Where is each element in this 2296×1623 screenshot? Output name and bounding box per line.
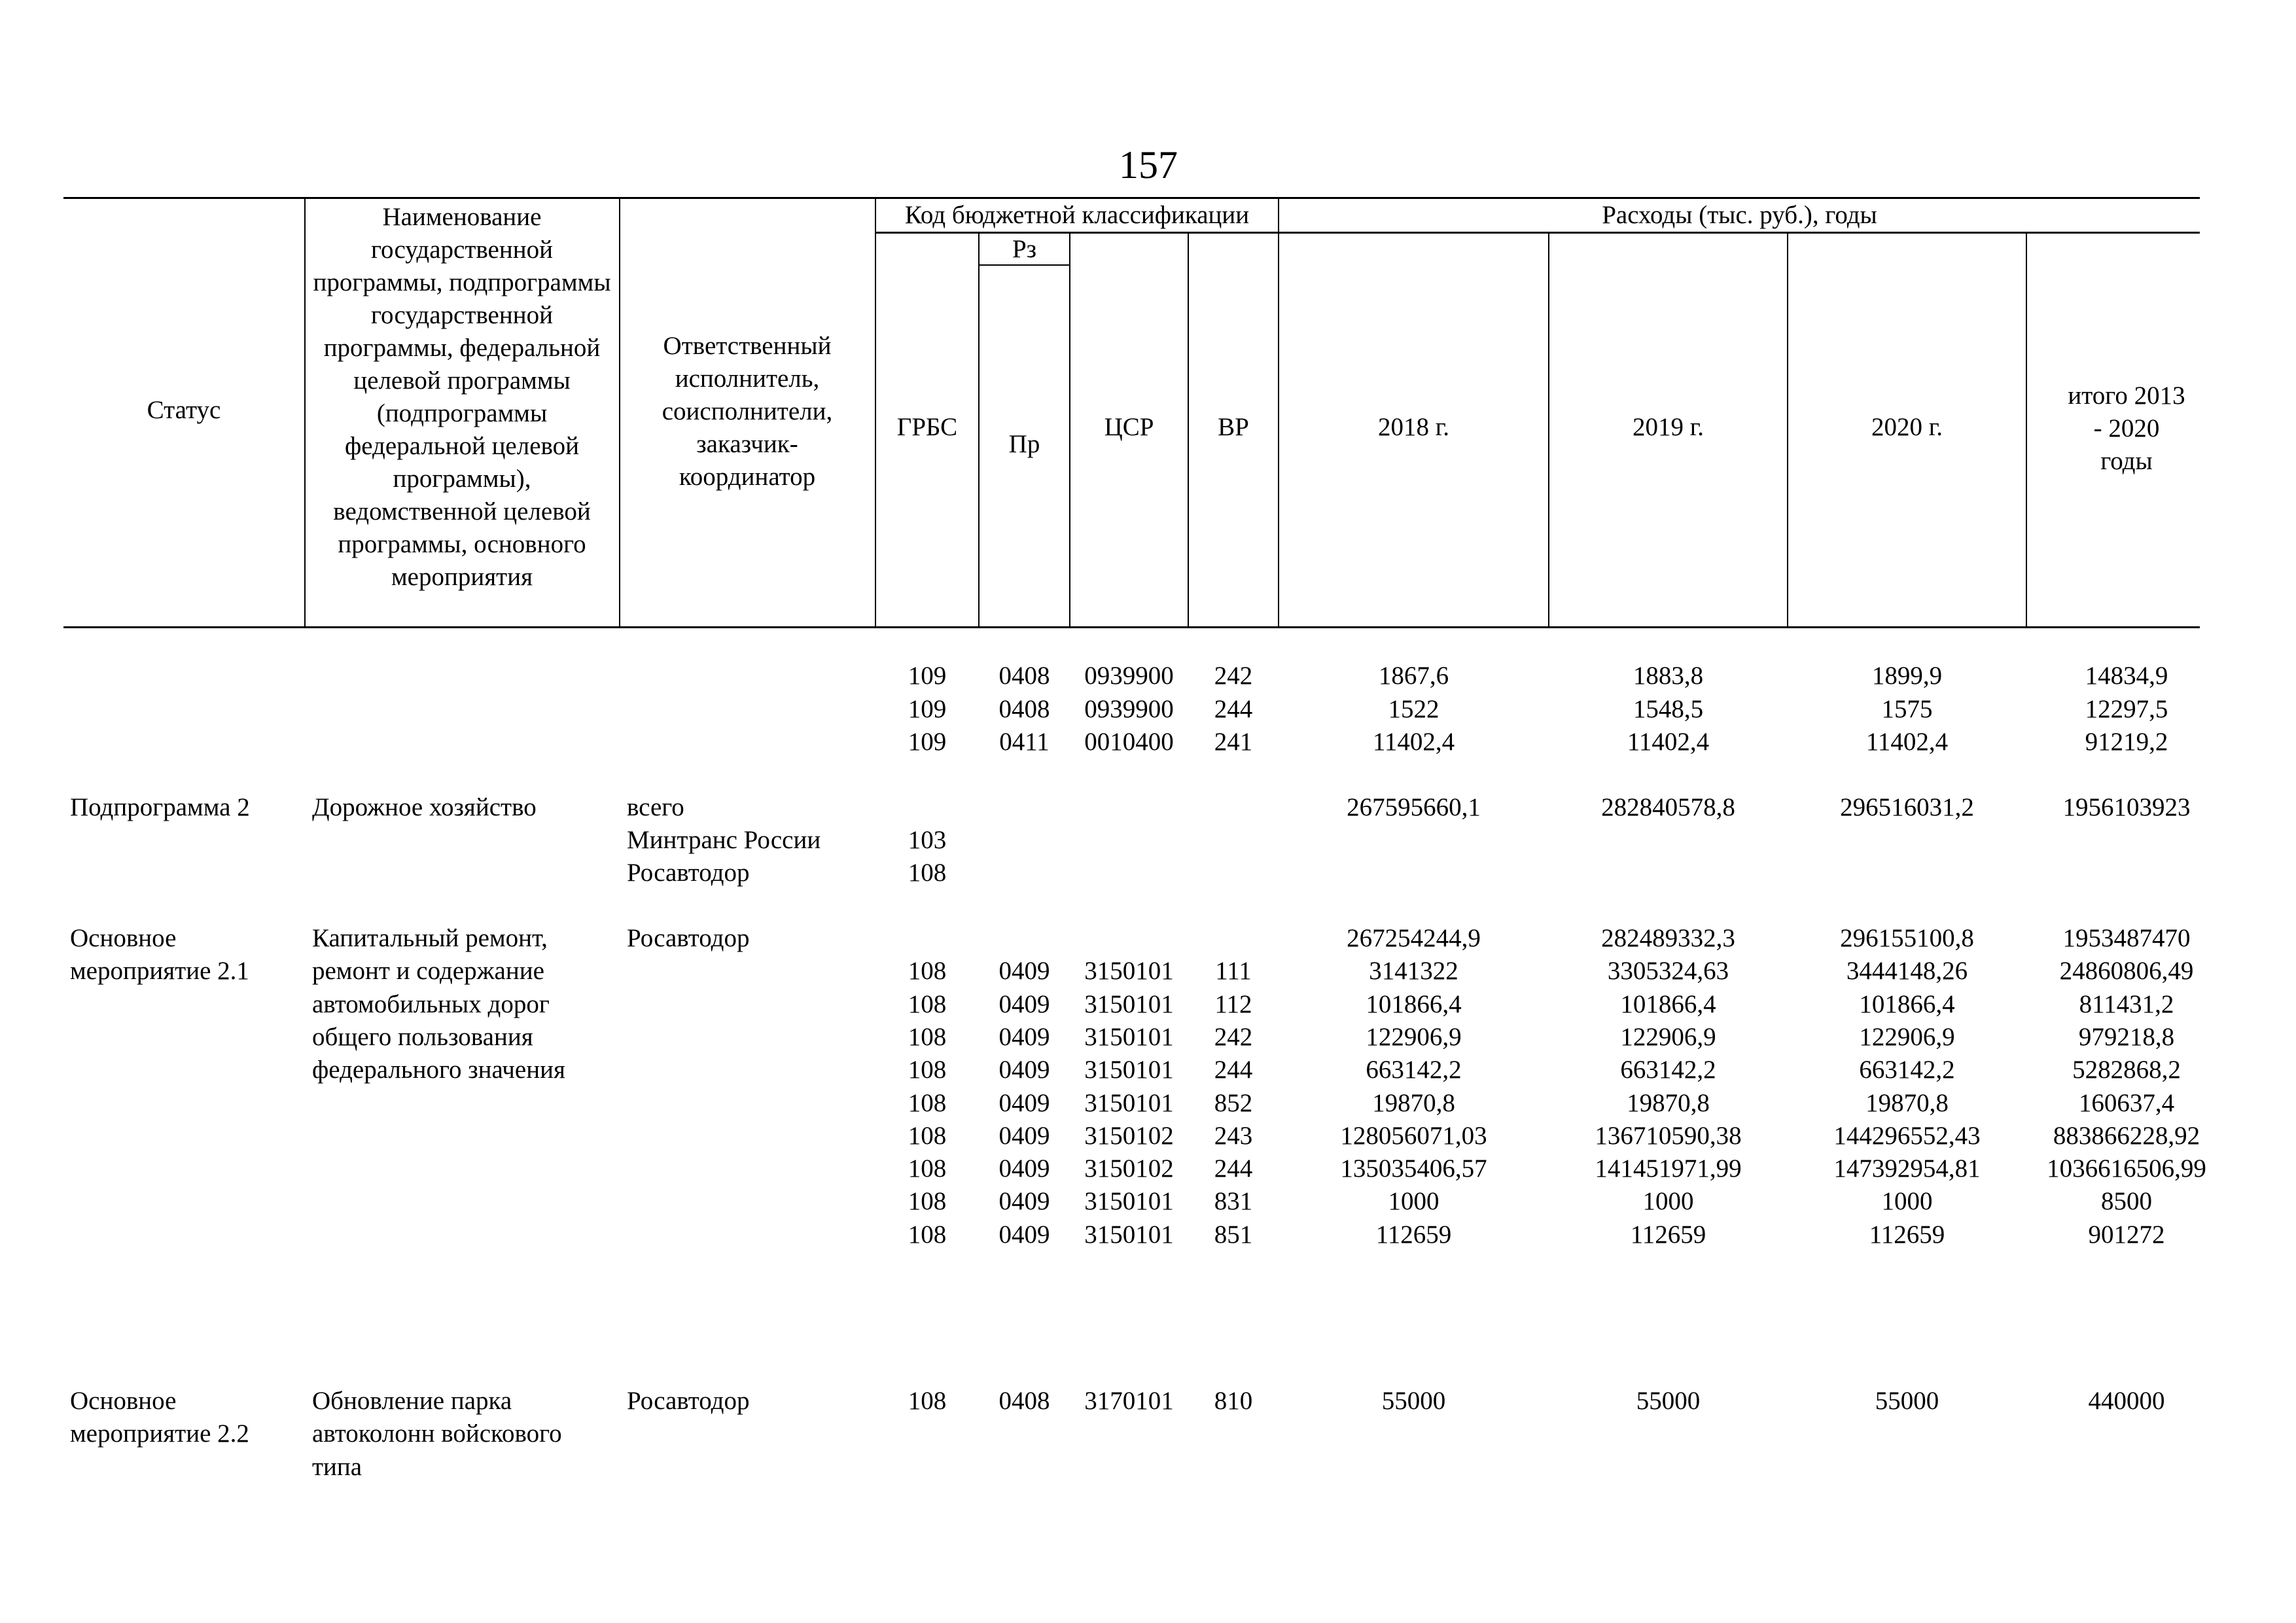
header-csr: ЦСР <box>1104 413 1154 441</box>
grbs-cell: 108 <box>908 859 947 887</box>
rzpr-cell: 0409 <box>998 1023 1050 1051</box>
csr-cell: 3150101 <box>1084 1221 1174 1249</box>
y2018-cell: 101866,4 <box>1366 990 1462 1018</box>
csr-cell: 3170101 <box>1084 1387 1174 1415</box>
y2020-cell: 1575 <box>1881 695 1933 723</box>
total-cell: 811431,2 <box>2079 990 2174 1018</box>
grbs-cell: 103 <box>908 826 947 854</box>
y2018-cell: 1522 <box>1388 695 1439 723</box>
header-2019: 2019 г. <box>1632 413 1704 441</box>
y2018-cell: 19870,8 <box>1372 1089 1455 1117</box>
total-cell: 91219,2 <box>2085 728 2168 756</box>
y2019-cell: 663142,2 <box>1620 1056 1716 1084</box>
y2019-cell: 1000 <box>1642 1187 1694 1215</box>
grbs-cell: 108 <box>908 1154 947 1183</box>
y2018-cell: 112659 <box>1375 1221 1452 1249</box>
csr-cell: 0939900 <box>1084 695 1174 723</box>
name-cell: Дорожное хозяйство <box>312 793 537 821</box>
y2018-cell: 1000 <box>1388 1187 1439 1215</box>
total-cell: 14834,9 <box>2085 662 2168 690</box>
csr-cell: 3150101 <box>1084 1089 1174 1117</box>
y2020-cell: 663142,2 <box>1859 1056 1955 1084</box>
y2020-cell: 122906,9 <box>1859 1023 1955 1051</box>
name-cell: автомобильных дорог <box>312 990 550 1018</box>
name-cell: типа <box>312 1453 362 1481</box>
header-grbs: ГРБС <box>896 413 958 441</box>
y2020-cell: 3444148,26 <box>1846 957 1968 985</box>
vr-cell: 111 <box>1215 957 1252 985</box>
col-divider <box>304 197 306 628</box>
total-cell: 1953487470 <box>2062 924 2191 952</box>
y2018-cell: 55000 <box>1381 1387 1446 1415</box>
total-cell: 24860806,49 <box>2059 957 2194 985</box>
y2019-cell: 55000 <box>1636 1387 1701 1415</box>
y2018-cell: 1867,6 <box>1378 662 1449 690</box>
header-2020: 2020 г. <box>1871 413 1943 441</box>
y2018-cell: 128056071,03 <box>1340 1122 1487 1150</box>
y2019-cell: 112659 <box>1630 1221 1706 1249</box>
vr-cell: 243 <box>1214 1122 1253 1150</box>
csr-cell: 3150101 <box>1084 1056 1174 1084</box>
executor-cell: всего <box>627 793 684 821</box>
rzpr-cell: 0409 <box>998 1187 1050 1215</box>
y2020-cell: 55000 <box>1875 1387 1939 1415</box>
grbs-cell: 108 <box>908 1221 947 1249</box>
csr-cell: 3150101 <box>1084 957 1174 985</box>
csr-cell: 0010400 <box>1084 728 1174 756</box>
grbs-cell: 109 <box>908 695 947 723</box>
y2019-cell: 141451971,99 <box>1595 1154 1742 1183</box>
name-cell: общего пользования <box>312 1023 533 1051</box>
y2020-cell: 296516031,2 <box>1840 793 1974 821</box>
rzpr-cell: 0408 <box>998 1387 1050 1415</box>
col-divider <box>619 197 620 628</box>
total-cell: 8500 <box>2101 1187 2152 1215</box>
y2020-cell: 11402,4 <box>1865 728 1949 756</box>
y2019-cell: 3305324,63 <box>1607 957 1729 985</box>
rzpr-cell: 0409 <box>998 1056 1050 1084</box>
executor-cell: Росавтодор <box>627 1387 750 1415</box>
csr-cell: 3150102 <box>1084 1122 1174 1150</box>
grbs-cell: 108 <box>908 990 947 1018</box>
header-vr: ВР <box>1218 413 1249 441</box>
rzpr-cell: 0409 <box>998 1221 1050 1249</box>
total-cell: 12297,5 <box>2085 695 2168 723</box>
header-status: Статус <box>147 396 221 424</box>
csr-cell: 3150101 <box>1084 1187 1174 1215</box>
csr-cell: 3150101 <box>1084 1023 1174 1051</box>
vr-cell: 810 <box>1214 1387 1253 1415</box>
executor-cell: Минтранс России <box>627 826 821 854</box>
vr-cell: 244 <box>1214 1056 1253 1084</box>
grbs-cell: 109 <box>908 728 947 756</box>
grbs-cell: 108 <box>908 1122 947 1150</box>
rzpr-cell: 0411 <box>999 728 1050 756</box>
y2019-cell: 282489332,3 <box>1601 924 1735 952</box>
status-cell: мероприятие 2.2 <box>70 1419 249 1448</box>
y2018-cell: 267254244,9 <box>1347 924 1481 952</box>
y2020-cell: 112659 <box>1869 1221 1945 1249</box>
header-expenses: Расходы (тыс. руб.), годы <box>1602 201 1877 229</box>
y2019-cell: 136710590,38 <box>1595 1122 1742 1150</box>
y2020-cell: 147392954,81 <box>1833 1154 1981 1183</box>
status-cell: Основное <box>70 1387 177 1415</box>
vr-cell: 244 <box>1214 695 1253 723</box>
y2019-cell: 1883,8 <box>1633 662 1704 690</box>
col-divider <box>2026 232 2027 628</box>
y2019-cell: 122906,9 <box>1620 1023 1716 1051</box>
grbs-cell: 108 <box>908 1187 947 1215</box>
y2018-cell: 663142,2 <box>1366 1056 1462 1084</box>
vr-cell: 112 <box>1214 990 1252 1018</box>
csr-cell: 0939900 <box>1084 662 1174 690</box>
header-pr: Пр <box>1008 430 1040 458</box>
rzpr-cell: 0409 <box>998 957 1050 985</box>
y2018-cell: 267595660,1 <box>1347 793 1481 821</box>
grbs-cell: 108 <box>908 1089 947 1117</box>
header-name: Наименование государственной программы, подпрограммы государственной программы, федеральной целевой программы (подпрограммы федеральной целевой программы), ведомственной целевой программы, основного мероприятия <box>313 203 611 591</box>
status-cell: Основное <box>70 924 177 952</box>
vr-cell: 831 <box>1214 1187 1253 1215</box>
total-cell: 979218,8 <box>2078 1023 2175 1051</box>
vr-cell: 242 <box>1214 662 1253 690</box>
y2020-cell: 144296552,43 <box>1833 1122 1981 1150</box>
executor-cell: Росавтодор <box>627 859 750 887</box>
grbs-cell: 109 <box>908 662 947 690</box>
y2019-cell: 1548,5 <box>1633 695 1704 723</box>
total-cell: 440000 <box>2088 1387 2165 1415</box>
name-cell: Капитальный ремонт, <box>312 924 548 952</box>
total-cell: 160637,4 <box>2078 1089 2175 1117</box>
rzpr-cell: 0409 <box>998 1154 1050 1183</box>
y2020-cell: 1899,9 <box>1871 662 1943 690</box>
rzpr-cell: 0408 <box>998 695 1050 723</box>
subheader-rule-left <box>875 232 2200 234</box>
status-cell: мероприятие 2.1 <box>70 957 249 985</box>
y2020-cell: 19870,8 <box>1865 1089 1949 1117</box>
y2020-cell: 296155100,8 <box>1840 924 1974 952</box>
vr-cell: 851 <box>1214 1221 1253 1249</box>
name-cell: федерального значения <box>312 1056 565 1084</box>
grbs-cell: 108 <box>908 1023 947 1051</box>
total-cell: 1956103923 <box>2062 793 2191 821</box>
name-cell: автоколонн войскового <box>312 1419 562 1448</box>
name-cell: Обновление парка <box>312 1387 512 1415</box>
y2020-cell: 1000 <box>1881 1187 1933 1215</box>
vr-cell: 242 <box>1214 1023 1253 1051</box>
y2020-cell: 101866,4 <box>1859 990 1955 1018</box>
header-budget-code: Код бюджетной классификации <box>904 201 1250 229</box>
name-cell: ремонт и содержание <box>312 957 544 985</box>
y2018-cell: 135035406,57 <box>1340 1154 1487 1183</box>
total-cell: 883866228,92 <box>2053 1122 2200 1150</box>
status-cell: Подпрограмма 2 <box>70 793 250 821</box>
header-bottom-rule <box>63 626 2200 628</box>
header-rz: Рз <box>1012 235 1037 263</box>
y2019-cell: 11402,4 <box>1627 728 1710 756</box>
total-cell: 1036616506,99 <box>2047 1154 2206 1183</box>
rzpr-cell: 0409 <box>998 1122 1050 1150</box>
grbs-cell: 108 <box>908 957 947 985</box>
y2018-cell: 3141322 <box>1369 957 1458 985</box>
header-2018: 2018 г. <box>1377 413 1450 441</box>
vr-cell: 241 <box>1214 728 1253 756</box>
executor-cell: Росавтодор <box>627 924 750 952</box>
vr-cell: 852 <box>1214 1089 1253 1117</box>
vr-cell: 244 <box>1214 1154 1253 1183</box>
y2019-cell: 101866,4 <box>1620 990 1716 1018</box>
y2018-cell: 11402,4 <box>1372 728 1455 756</box>
csr-cell: 3150102 <box>1084 1154 1174 1183</box>
rzpr-cell: 0408 <box>998 662 1050 690</box>
total-cell: 901272 <box>2088 1221 2165 1249</box>
header-executor: Ответственный исполнитель, соисполнители, заказчик-координатор <box>662 332 833 491</box>
y2019-cell: 19870,8 <box>1627 1089 1710 1117</box>
page-number: 157 <box>1119 143 1178 187</box>
rzpr-cell: 0409 <box>998 990 1050 1018</box>
header-total: итого 2013 - 2020 годы <box>2068 382 2185 475</box>
rzpr-cell: 0409 <box>998 1089 1050 1117</box>
csr-cell: 3150101 <box>1084 990 1174 1018</box>
total-cell: 5282868,2 <box>2072 1056 2181 1084</box>
y2018-cell: 122906,9 <box>1366 1023 1462 1051</box>
y2019-cell: 282840578,8 <box>1601 793 1735 821</box>
grbs-cell: 108 <box>908 1387 947 1415</box>
grbs-cell: 108 <box>908 1056 947 1084</box>
